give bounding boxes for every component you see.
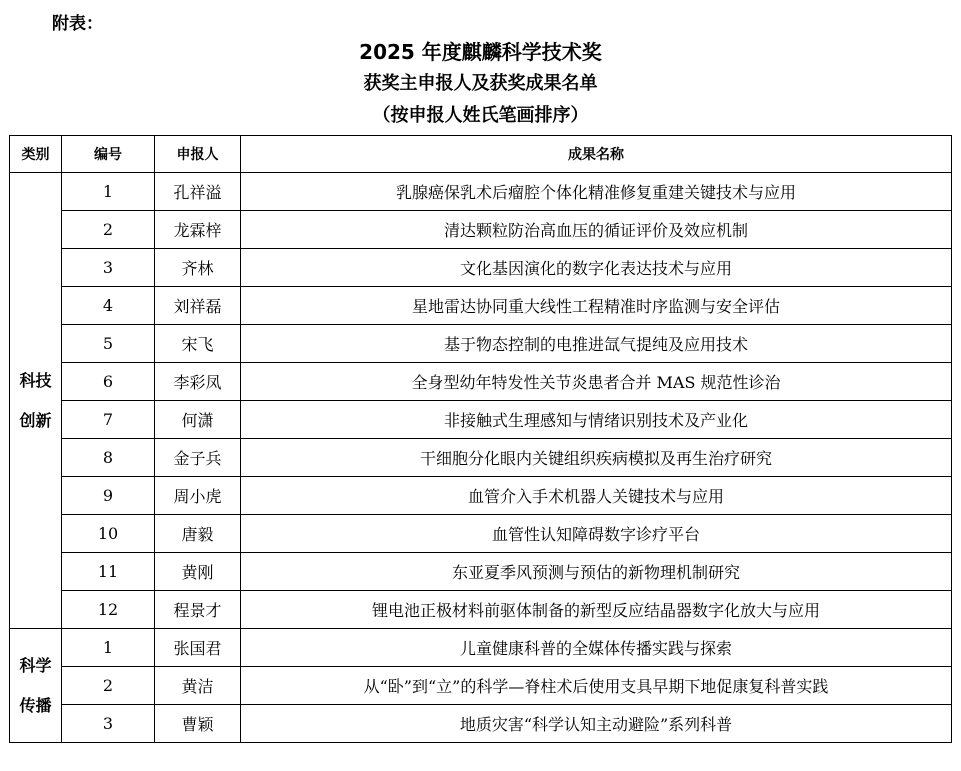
table-row <box>10 667 952 705</box>
table-row <box>10 515 952 553</box>
achievement-cell: 干细胞分化眼内关键组织疾病模拟及再生治疗研究 <box>241 439 952 477</box>
number-cell: 1 <box>62 173 155 211</box>
achievement-cell: 从“卧”到“立”的科学—脊柱术后使用支具早期下地促康复科普实践 <box>241 667 952 705</box>
applicant-cell: 金子兵 <box>155 439 241 477</box>
applicant-cell: 周小虎 <box>155 477 241 515</box>
number-cell: 2 <box>62 667 155 705</box>
applicant-cell: 齐林 <box>155 249 241 287</box>
achievement-cell: 乳腺癌保乳术后瘤腔个体化精准修复重建关键技术与应用 <box>241 173 952 211</box>
table-row <box>10 439 952 477</box>
applicant-cell: 唐毅 <box>155 515 241 553</box>
applicant-cell: 黄洁 <box>155 667 241 705</box>
header-applicant: 申报人 <box>155 136 241 173</box>
table-row <box>10 705 952 743</box>
applicant-cell: 龙霖梓 <box>155 211 241 249</box>
document-subtitle: 获奖主申报人及获奖成果名单 <box>363 73 598 94</box>
number-cell: 7 <box>62 401 155 439</box>
applicant-cell: 曹颖 <box>155 705 241 743</box>
number-cell: 6 <box>62 363 155 401</box>
document-title-block <box>0 36 961 132</box>
number-cell: 4 <box>62 287 155 325</box>
achievement-cell: 非接触式生理感知与情绪识别技术及产业化 <box>241 401 952 439</box>
number-cell: 11 <box>62 553 155 591</box>
applicant-cell: 程景才 <box>155 591 241 629</box>
table-row <box>10 325 952 363</box>
number-cell: 5 <box>62 325 155 363</box>
achievement-cell: 清达颗粒防治高血压的循证评价及效应机制 <box>241 211 952 249</box>
category-label-line2: 传播 <box>19 695 52 715</box>
achievement-cell: 东亚夏季风预测与预估的新物理机制研究 <box>241 553 952 591</box>
table-row <box>10 629 952 667</box>
category-label-line2: 创新 <box>19 410 52 430</box>
number-cell: 1 <box>62 629 155 667</box>
achievement-cell: 基于物态控制的电推进氙气提纯及应用技术 <box>241 325 952 363</box>
number-cell: 12 <box>62 591 155 629</box>
achievement-cell: 血管性认知障碍数字诊疗平台 <box>241 515 952 553</box>
achievement-cell: 星地雷达协同重大线性工程精准时序监测与安全评估 <box>241 287 952 325</box>
achievement-cell: 锂电池正极材料前驱体制备的新型反应结晶器数字化放大与应用 <box>241 591 952 629</box>
number-cell: 10 <box>62 515 155 553</box>
table-row <box>10 363 952 401</box>
category-label-line1: 科技 <box>19 370 52 390</box>
table-row <box>10 287 952 325</box>
applicant-cell: 孔祥溢 <box>155 173 241 211</box>
applicant-cell: 何潇 <box>155 401 241 439</box>
number-cell: 8 <box>62 439 155 477</box>
category-cell <box>10 629 62 743</box>
header-category: 类别 <box>10 136 62 173</box>
applicant-cell: 宋飞 <box>155 325 241 363</box>
sort-note: （按申报人姓氏笔画排序） <box>372 105 589 126</box>
table-row <box>10 211 952 249</box>
table-row <box>10 173 952 211</box>
table-row <box>10 553 952 591</box>
applicant-cell: 黄刚 <box>155 553 241 591</box>
table-body <box>10 173 952 743</box>
applicant-cell: 张国君 <box>155 629 241 667</box>
awards-table <box>9 135 952 743</box>
table-row <box>10 401 952 439</box>
category-cell <box>10 173 62 629</box>
header-number: 编号 <box>62 136 155 173</box>
table-row <box>10 591 952 629</box>
achievement-cell: 儿童健康科普的全媒体传播实践与探索 <box>241 629 952 667</box>
applicant-cell: 刘祥磊 <box>155 287 241 325</box>
number-cell: 9 <box>62 477 155 515</box>
achievement-cell: 文化基因演化的数字化表达技术与应用 <box>241 249 952 287</box>
achievement-cell: 血管介入手术机器人关键技术与应用 <box>241 477 952 515</box>
table-header-row <box>10 136 952 173</box>
number-cell: 3 <box>62 249 155 287</box>
number-cell: 2 <box>62 211 155 249</box>
applicant-cell: 李彩凤 <box>155 363 241 401</box>
document-title: 2025 年度麒麟科学技术奖 <box>359 40 602 64</box>
header-achievement: 成果名称 <box>241 136 952 173</box>
achievement-cell: 全身型幼年特发性关节炎患者合并 MAS 规范性诊治 <box>241 363 952 401</box>
table-row <box>10 249 952 287</box>
table-row <box>10 477 952 515</box>
attachment-label: 附表： <box>52 14 103 34</box>
achievement-cell: 地质灾害“科学认知主动避险”系列科普 <box>241 705 952 743</box>
category-label-line1: 科学 <box>19 655 52 675</box>
number-cell: 3 <box>62 705 155 743</box>
